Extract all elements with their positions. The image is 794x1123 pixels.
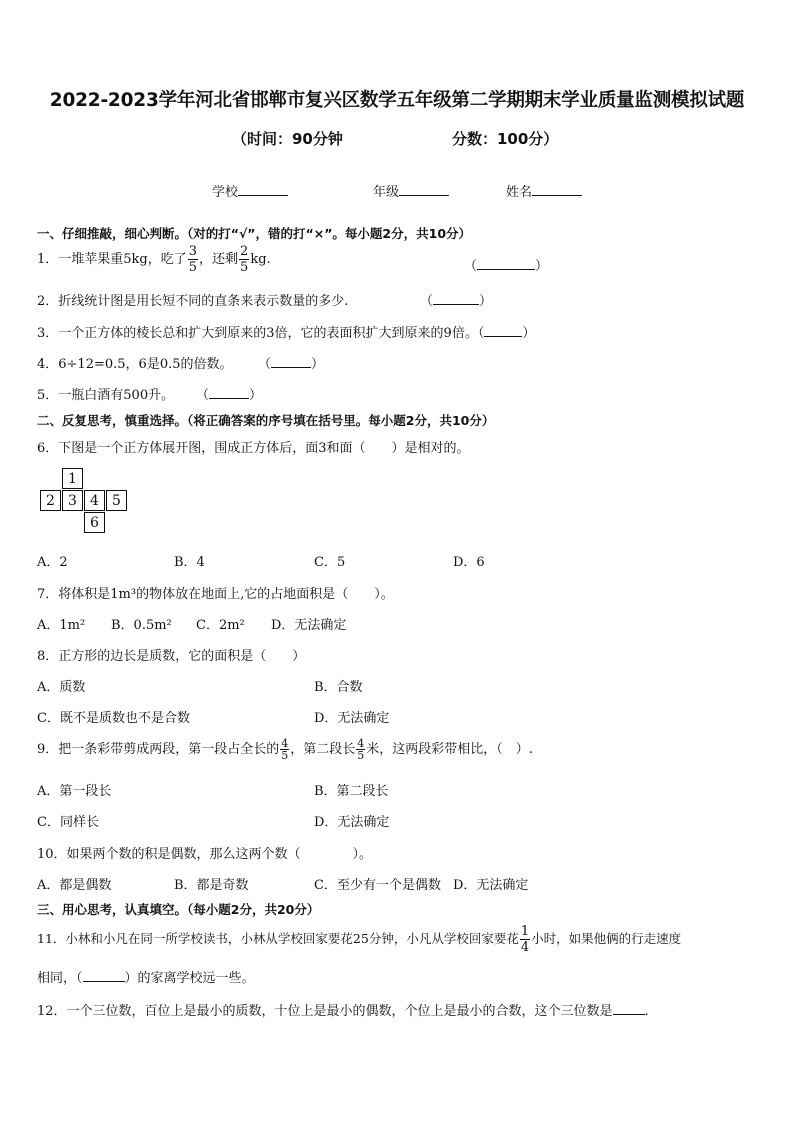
option-8c[interactable]: C．既不是质数也不是合数 (37, 711, 190, 726)
fraction: $\frac{1}{4}$ (520, 924, 530, 955)
fraction: $\frac{3}{5}$ (188, 244, 198, 275)
question-4: 4．6÷12=0.5，6是0.5的倍数。 (37, 357, 233, 372)
question-3: 3．一个正方体的棱长总和扩大到原来的3倍，它的表面积扩大到原来的9倍。（ ） (37, 322, 535, 341)
question-2: 2．折线统计图是用长短不同的直条来表示数量的多少. (37, 294, 349, 309)
section-1-header: 一、仔细推敲，细心判断。（对的打“√”，错的打“×”。每小题2分，共10分） (37, 226, 472, 241)
grade-label: 年级 (373, 185, 400, 200)
question-12: 12．一个三位数，百位上是最小的质数，十位上是最小的偶数，个位上是最小的合数，这个三位数是 . (37, 1000, 649, 1019)
grade-field[interactable] (373, 181, 449, 200)
answer-blank-11[interactable] (83, 968, 125, 982)
question-1: 1．一堆苹果重5kg，吃了 $\frac{3}{5}$ ，还剩 $\frac{2}{5}$ kg. (37, 244, 271, 275)
name-field[interactable] (506, 181, 582, 200)
face-6: 6 (84, 512, 105, 533)
option-9c[interactable]: C．同样长 (37, 815, 99, 830)
option-10c[interactable]: C．至少有一个是偶数 (314, 878, 441, 893)
option-10d[interactable]: D．无法确定 (453, 878, 529, 893)
option-6c[interactable]: C．5 (314, 555, 346, 570)
option-9d[interactable]: D．无法确定 (314, 815, 390, 830)
answer-blank-1[interactable]: （ ） (464, 255, 548, 274)
face-1: 1 (62, 468, 83, 489)
question-8: 8．正方形的边长是质数，它的面积是（ ） (37, 649, 306, 664)
school-label: 学校 (212, 185, 239, 200)
question-10: 10．如果两个数的积是偶数，那么这两个数（ ）。 (37, 847, 373, 862)
answer-blank-12[interactable] (613, 1001, 645, 1015)
score-info: 分数：100分） (452, 130, 559, 148)
question-7: 7．将体积是1m³的物体放在地面上,它的占地面积是（ ）。 (37, 587, 394, 602)
answer-blank-3[interactable] (484, 323, 522, 337)
school-field[interactable] (212, 181, 288, 200)
question-5: 5．一瓶白酒有500升。 (37, 388, 175, 403)
section-2-header: 二、反复思考，慎重选择。（将正确答案的序号填在括号里。每小题2分，共10分） (37, 413, 495, 428)
answer-blank-2[interactable]: （ ） (420, 290, 492, 309)
option-7d[interactable]: D．无法确定 (271, 618, 347, 633)
page-title: 2022-2023学年河北省邯郸市复兴区数学五年级第二学期期末学业质量监测模拟试题 (49, 90, 745, 111)
option-7b[interactable]: B．0.5m² (111, 618, 172, 633)
option-10b[interactable]: B．都是奇数 (174, 878, 249, 893)
option-8b[interactable]: B．合数 (314, 680, 363, 695)
option-7c[interactable]: C．2m² (196, 618, 245, 633)
option-6a[interactable]: A．2 (37, 555, 68, 570)
option-8d[interactable]: D．无法确定 (314, 711, 390, 726)
face-5: 5 (106, 490, 127, 511)
question-11-cont: 相同，（ ）的家离学校远一些。 (37, 967, 255, 986)
option-8a[interactable]: A．质数 (37, 680, 86, 695)
option-7a[interactable]: A．1m² (37, 618, 86, 633)
face-2: 2 (40, 490, 61, 511)
face-3: 3 (62, 490, 83, 511)
option-6b[interactable]: B．4 (174, 555, 205, 570)
option-9b[interactable]: B．第二段长 (314, 784, 389, 799)
question-6: 6．下图是一个正方体展开图，围成正方体后，面3和面（ ）是相对的。 (37, 441, 470, 456)
fraction: $\frac{4}{5}$ (281, 737, 289, 762)
answer-blank-5[interactable]: （ ） (196, 384, 262, 403)
option-6d[interactable]: D．6 (453, 555, 485, 570)
name-label: 姓名 (506, 185, 533, 200)
question-11: 11．小林和小凡在同一所学校读书，小林从学校回家要花25分钟，小凡从学校回家要花 $\frac{1}{4}$ 小时，如果他俩的行走速度 (37, 924, 682, 955)
option-9a[interactable]: A．第一段长 (37, 784, 112, 799)
fraction: $\frac{4}{5}$ (357, 737, 365, 762)
time-info: （时间：90分钟 (232, 130, 343, 148)
answer-blank-4[interactable]: （ ） (258, 353, 324, 372)
fraction: $\frac{2}{5}$ (240, 244, 249, 275)
face-4: 4 (84, 490, 105, 511)
section-3-header: 三、用心思考，认真填空。（每小题2分，共20分） (37, 902, 320, 917)
option-10a[interactable]: A．都是偶数 (37, 878, 112, 893)
question-9: 9．把一条彩带剪成两段，第一段占全长的 $\frac{4}{5}$ ，第二段长 $\frac{4}{5}$ 米，这两段彩带相比，（ ）. (37, 737, 533, 762)
